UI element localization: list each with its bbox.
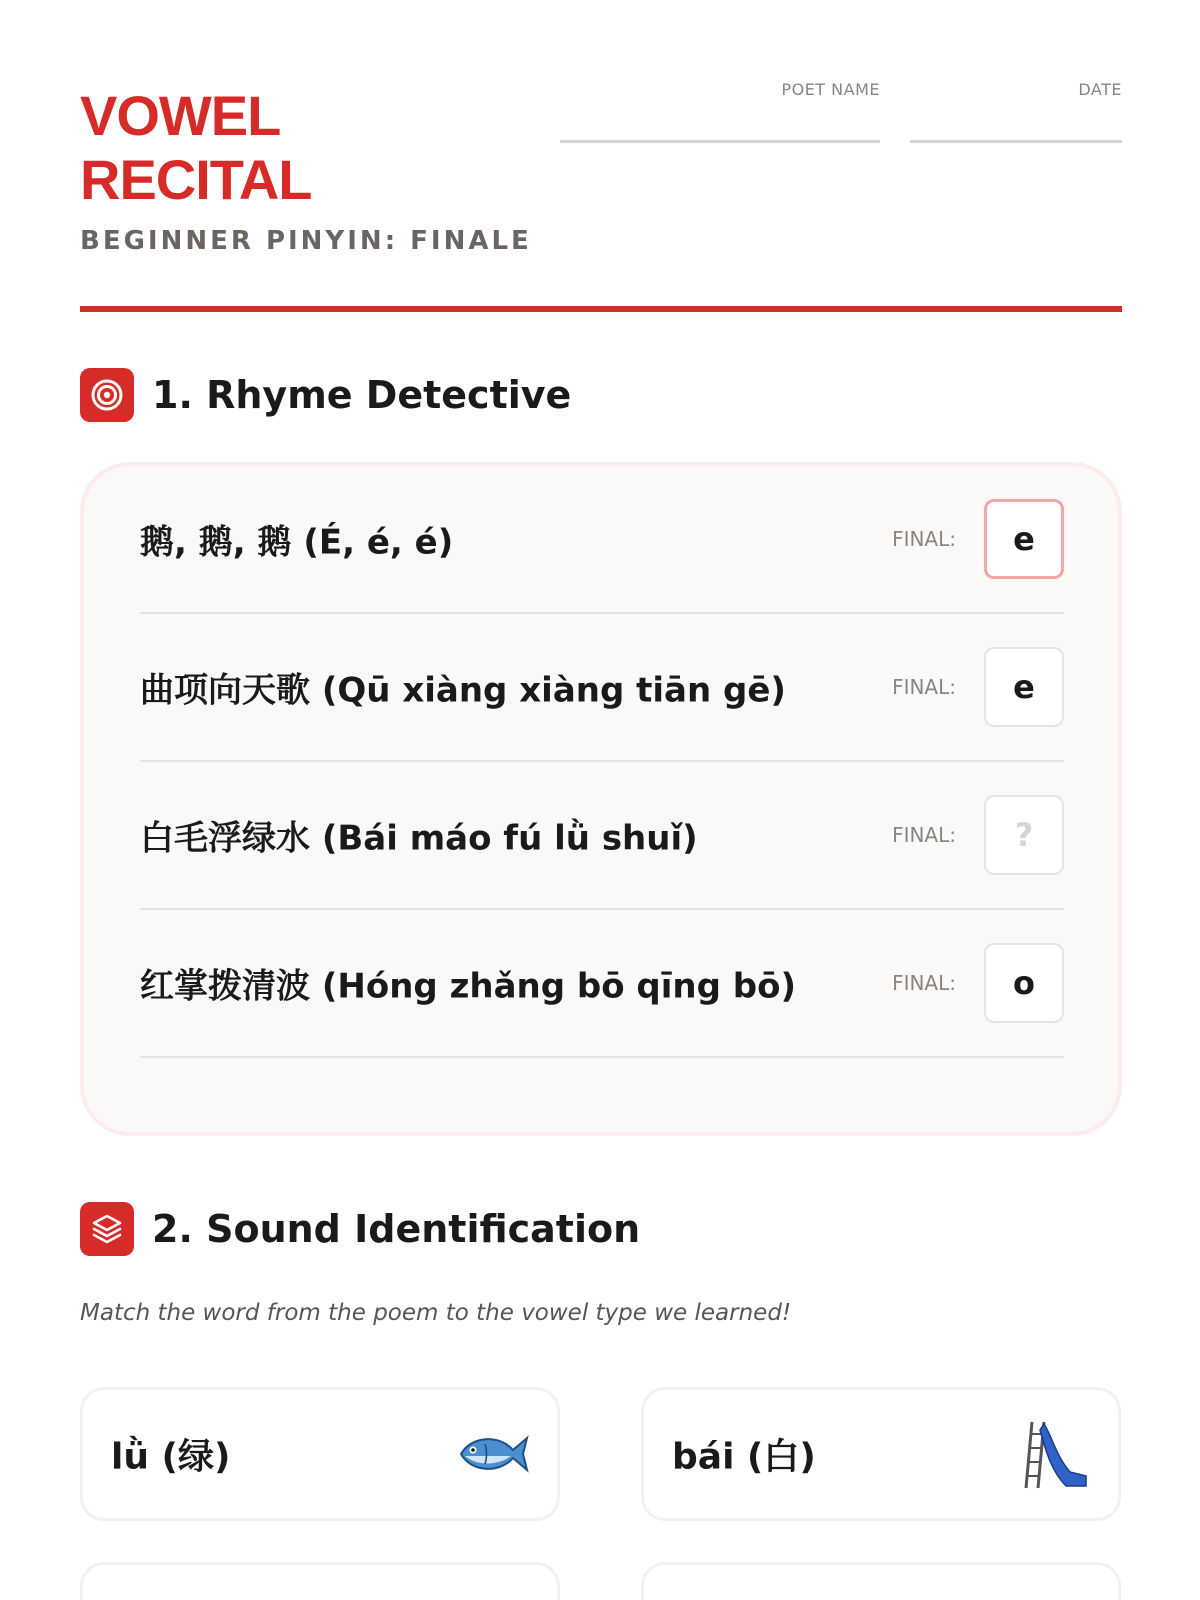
final-label: FINAL: bbox=[892, 971, 956, 995]
final-answer-box[interactable]: o bbox=[984, 943, 1064, 1023]
poem-line: 鹅, 鹅, 鹅 (É, é, é) bbox=[140, 522, 454, 563]
date-label: DATE bbox=[1078, 80, 1122, 99]
layers-icon bbox=[80, 1202, 134, 1256]
poet-name-label: POET NAME bbox=[781, 80, 880, 99]
section-title: 1. Rhyme Detective bbox=[152, 373, 572, 417]
slide-icon bbox=[1016, 1416, 1092, 1492]
final-answer-box[interactable]: e bbox=[984, 647, 1064, 727]
final-label: FINAL: bbox=[892, 675, 956, 699]
worksheet-title bbox=[80, 84, 312, 212]
rhyme-card bbox=[80, 462, 1122, 1136]
header-divider bbox=[80, 306, 1122, 312]
target-icon bbox=[80, 368, 134, 422]
rhyme-row bbox=[140, 910, 1064, 1058]
rhyme-row bbox=[140, 762, 1064, 910]
poem-line: 白毛浮绿水 (Bái máo fú lǜ shuǐ) bbox=[140, 818, 698, 859]
final-label: FINAL: bbox=[892, 823, 956, 847]
title-line-2: RECITAL bbox=[80, 148, 312, 211]
poet-name-line[interactable] bbox=[560, 140, 880, 143]
rhyme-row bbox=[140, 466, 1064, 614]
match-card[interactable] bbox=[641, 1562, 1121, 1600]
date-line[interactable] bbox=[910, 140, 1122, 143]
match-card[interactable] bbox=[80, 1387, 560, 1521]
poem-line: 红掌拨清波 (Hóng zhǎng bō qīng bō) bbox=[140, 966, 797, 1007]
section-title: 2. Sound Identification bbox=[152, 1207, 641, 1251]
match-card[interactable] bbox=[80, 1562, 560, 1600]
title-line-1: VOWEL bbox=[80, 84, 281, 147]
poem-line: 曲项向天歌 (Qū xiàng xiàng tiān gē) bbox=[140, 670, 786, 711]
worksheet-header bbox=[80, 80, 1120, 315]
match-word: bái (白) bbox=[672, 1436, 816, 1478]
section-sound-identification-header bbox=[80, 1202, 640, 1256]
final-answer-box[interactable]: ? bbox=[984, 795, 1064, 875]
worksheet-subtitle: BEGINNER PINYIN: FINALE bbox=[80, 226, 532, 256]
final-answer-box[interactable]: e bbox=[984, 499, 1064, 579]
rhyme-row bbox=[140, 614, 1064, 762]
instruction-text: Match the word from the poem to the vowel type we learned! bbox=[80, 1300, 792, 1326]
section-rhyme-detective-header bbox=[80, 368, 571, 422]
match-card[interactable] bbox=[641, 1387, 1121, 1521]
final-label: FINAL: bbox=[892, 527, 956, 551]
match-word: lǜ (绿) bbox=[111, 1436, 231, 1478]
fish-icon bbox=[455, 1416, 531, 1492]
